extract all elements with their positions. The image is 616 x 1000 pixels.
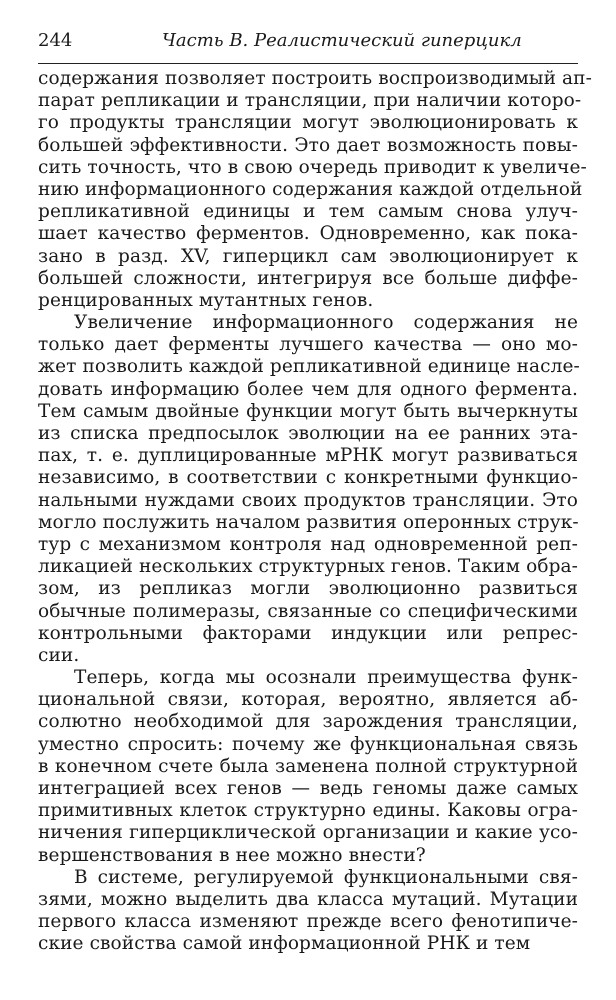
text-line: независимо, в соответствии с конкретными функцио- <box>38 467 578 489</box>
paragraph <box>38 312 578 667</box>
text-line: большей эффективности. Это дает возможность повы- <box>38 134 578 156</box>
text-line: могло послужить началом развития оперонных струк- <box>38 511 579 533</box>
text-line: уместно спросить: почему же функциональная связь <box>38 733 578 755</box>
text-line: го продукты трансляции могут эволюционировать к <box>38 112 578 134</box>
text-line: сить точность, что в свою очередь приводит к увеличе- <box>38 156 587 178</box>
page-number: 244 <box>38 30 73 51</box>
text-line: нальными нуждами своих продуктов трансляции. Это <box>38 489 578 511</box>
running-head: Часть В. Реалистический гиперцикл <box>162 30 522 51</box>
text-line: интеграцией всех генов — ведь геномы даже самых <box>38 778 578 799</box>
text-line: первого класса изменяют прежде всего фенотипиче- <box>38 911 578 933</box>
text-line: только дает ферменты лучшего качества — оно мо- <box>38 334 578 356</box>
text-line: репликативной единицы и тем самым снова улуч- <box>38 201 578 223</box>
text-line: примитивных клеток структурно едины. Каковы огра- <box>38 800 578 822</box>
text-line: сии. <box>38 644 80 666</box>
text-line: ликацией нескольких структурных генов. Таким обра- <box>38 556 578 578</box>
paragraph <box>38 867 578 956</box>
text-line: тур с механизмом контроля над одновременной реп- <box>38 533 578 555</box>
text-line: ские свойства самой информационной РНК и тем <box>38 933 531 955</box>
text-line: шает качество ферментов. Одновременно, как пока- <box>38 223 578 245</box>
text-line: Тем самым двойные функции могут быть вычеркнуты <box>38 400 578 422</box>
text-line: солютно необходимой для зарождения трансляции, <box>38 711 578 733</box>
text-line: Теперь, когда мы осознали преимущества функ- <box>74 667 578 689</box>
text-line: большей сложности, интегрируя все больше диффе- <box>38 267 578 289</box>
paragraph <box>38 667 578 867</box>
text-line: парат репликации и трансляции, при наличии которо- <box>38 90 582 112</box>
text-line: нию информационного содержания каждой отдельной <box>38 178 583 200</box>
text-line: пах, т. е. дуплицированные мРНК могут развиваться <box>38 445 578 467</box>
text-line: довать информацию более чем для одного фермента. <box>38 378 578 400</box>
text-line: из списка предпосылок эволюции на ее ранних эта- <box>38 423 578 444</box>
text-line: контрольными факторами индукции или репрес- <box>38 622 578 644</box>
paragraph <box>38 68 592 312</box>
page-header <box>38 24 578 58</box>
text-line: ничения гиперциклической организации и какие усо- <box>38 822 578 844</box>
text-line: жет позволить каждой репликативной единице насле- <box>38 356 580 378</box>
text-line: зано в разд. XV, гиперцикл сам эволюционирует к <box>38 245 578 267</box>
text-line: ренцированных мутантных генов. <box>38 289 374 311</box>
text-line: в конечном счете была заменена полной структурной <box>38 755 578 777</box>
text-line: содержания позволяет построить воспроизводимый ап- <box>38 68 592 89</box>
text-line: В системе, регулируемой функциональными свя- <box>74 866 578 888</box>
text-line: вершенствования в нее можно внести? <box>38 844 426 866</box>
header-rule <box>38 63 578 64</box>
body-text <box>38 68 592 956</box>
text-line: обычные полимеразы, связанные со специфическими <box>38 600 578 622</box>
text-line: Увеличение информационного содержания не <box>74 312 578 334</box>
text-line: циональной связи, которая, вероятно, является аб- <box>38 689 578 711</box>
text-line: зями, можно выделить два класса мутаций. Мутации <box>38 888 578 910</box>
text-line: зом, из репликаз могли эволюционно развиться <box>38 578 578 600</box>
